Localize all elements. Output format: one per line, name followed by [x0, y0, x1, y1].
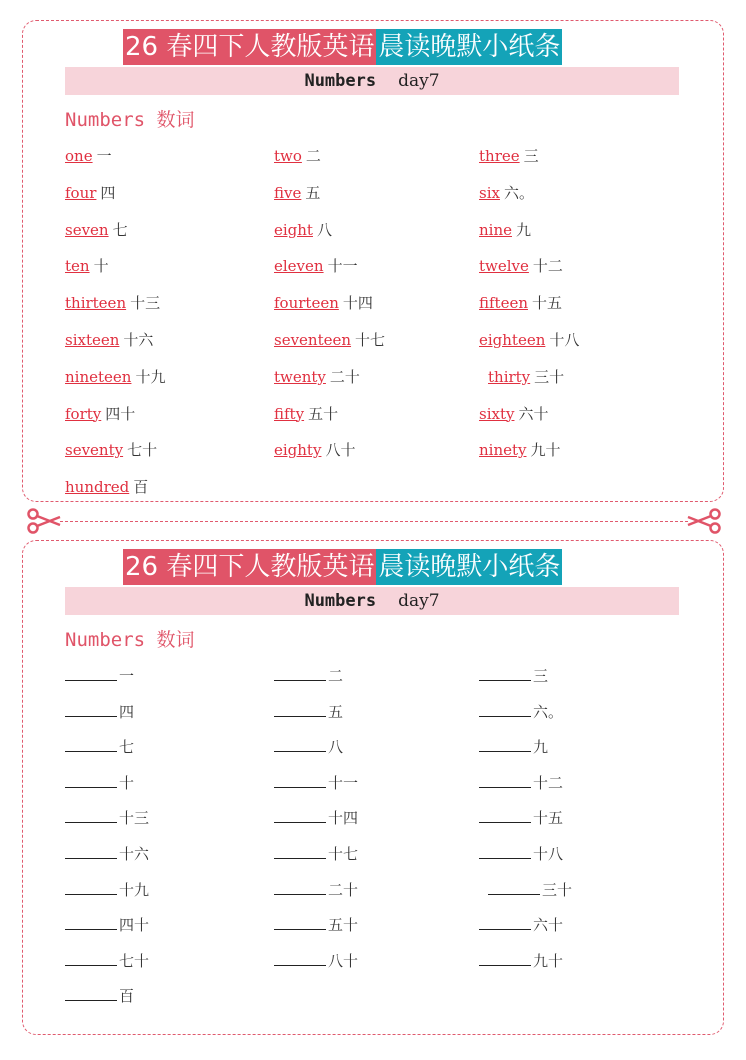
word-item — [274, 182, 320, 203]
answer-blank[interactable] — [479, 666, 531, 681]
chinese-meaning: 百 — [133, 478, 149, 497]
word-item — [479, 329, 579, 350]
chinese-meaning: 十四 — [342, 294, 373, 313]
word-item — [274, 807, 358, 828]
chinese-meaning: 十五 — [533, 809, 564, 828]
quiz-card — [22, 540, 724, 1035]
word-item — [65, 219, 128, 240]
answer-blank[interactable] — [479, 808, 531, 823]
answer-blank[interactable] — [274, 737, 326, 752]
topic-band — [65, 587, 679, 615]
chinese-meaning: 十三 — [130, 294, 161, 313]
word-item — [479, 182, 534, 203]
english-word: twenty — [274, 367, 326, 386]
chinese-meaning: 三 — [533, 667, 549, 685]
word-item — [274, 329, 385, 350]
english-word: sixteen — [65, 331, 120, 349]
word-item — [274, 772, 358, 793]
scissors-icon — [26, 508, 62, 534]
chinese-meaning: 一 — [96, 147, 112, 165]
word-item — [479, 255, 563, 276]
answer-blank[interactable] — [479, 951, 531, 966]
chinese-meaning: 十一 — [328, 773, 359, 792]
chinese-meaning: 八十 — [325, 441, 356, 460]
word-item — [274, 843, 358, 864]
chinese-meaning: 十二 — [532, 257, 563, 276]
english-word: ninety — [479, 441, 527, 460]
scissors-icon — [686, 508, 722, 534]
english-word: seventeen — [274, 331, 352, 349]
word-item — [65, 985, 134, 1006]
word-item — [65, 914, 149, 935]
word-item — [274, 292, 373, 313]
chinese-meaning: 十五 — [532, 294, 563, 313]
answer-blank[interactable] — [65, 951, 117, 966]
word-item — [274, 439, 355, 460]
english-word: eighteen — [479, 331, 546, 349]
chinese-meaning: 二十 — [328, 880, 359, 899]
section-heading: Numbers 数词 — [65, 629, 195, 651]
english-word: twelve — [479, 257, 529, 276]
english-word: one — [65, 147, 93, 165]
chinese-meaning: 十一 — [327, 257, 358, 276]
word-item — [274, 145, 321, 166]
title-part1: 26 春四下人教版英语 — [123, 29, 376, 65]
answer-blank[interactable] — [274, 880, 326, 895]
english-word: eleven — [274, 257, 324, 276]
chinese-meaning: 七 — [112, 220, 128, 239]
topic-name: Numbers — [304, 71, 377, 91]
chinese-meaning: 十六 — [119, 845, 150, 863]
chinese-meaning: 六十 — [518, 404, 549, 423]
english-word: eight — [274, 220, 313, 239]
chinese-meaning: 十七 — [355, 331, 386, 349]
chinese-meaning: 十九 — [135, 367, 166, 386]
answer-blank[interactable] — [274, 915, 326, 930]
answer-blank[interactable] — [488, 880, 540, 895]
word-item — [479, 772, 563, 793]
chinese-meaning: 八 — [316, 220, 332, 239]
answer-blank[interactable] — [65, 702, 117, 717]
chinese-meaning: 百 — [119, 987, 135, 1006]
word-item — [479, 736, 548, 757]
word-item — [479, 807, 563, 828]
word-item — [65, 366, 165, 387]
word-item — [274, 950, 358, 971]
chinese-meaning: 九十 — [533, 951, 564, 970]
chinese-meaning: 七十 — [119, 951, 150, 970]
answer-blank[interactable] — [65, 915, 117, 930]
english-word: six — [479, 183, 500, 202]
english-word: eighty — [274, 441, 322, 460]
word-item — [479, 914, 563, 935]
card-title — [123, 549, 562, 585]
chinese-meaning: 九 — [533, 738, 549, 757]
chinese-meaning: 十七 — [328, 845, 359, 863]
english-word: sixty — [479, 404, 515, 423]
chinese-meaning: 十六 — [123, 331, 154, 349]
english-word: fifteen — [479, 294, 528, 313]
answer-blank[interactable] — [479, 702, 531, 717]
answer-blank[interactable] — [65, 808, 117, 823]
answer-blank[interactable] — [65, 773, 117, 788]
answer-blank[interactable] — [274, 844, 326, 859]
chinese-meaning: 六。 — [503, 183, 534, 202]
chinese-meaning: 八 — [328, 738, 344, 757]
word-item — [65, 403, 135, 424]
word-item — [479, 843, 563, 864]
chinese-meaning: 十九 — [119, 880, 150, 899]
word-item — [65, 255, 109, 276]
english-word: four — [65, 183, 97, 202]
english-word: nineteen — [65, 367, 132, 386]
chinese-meaning: 十三 — [119, 809, 150, 828]
word-item — [479, 665, 548, 686]
chinese-meaning: 七十 — [127, 441, 158, 460]
answer-blank[interactable] — [65, 666, 117, 681]
english-word: forty — [65, 404, 102, 423]
answer-blank[interactable] — [479, 844, 531, 859]
chinese-meaning: 一 — [119, 667, 135, 685]
chinese-meaning: 四 — [100, 183, 116, 202]
word-item — [65, 950, 149, 971]
english-word: two — [274, 147, 302, 165]
word-item — [488, 879, 572, 900]
answer-blank[interactable] — [274, 666, 326, 681]
chinese-meaning: 七 — [119, 738, 135, 757]
english-word: nine — [479, 220, 512, 239]
english-word: seventy — [65, 441, 124, 460]
word-item — [479, 403, 548, 424]
topic-day: day7 — [398, 591, 440, 611]
english-word: fourteen — [274, 294, 339, 313]
chinese-meaning: 四十 — [105, 404, 136, 423]
answer-blank[interactable] — [65, 986, 117, 1001]
word-item — [65, 879, 149, 900]
chinese-meaning: 四 — [119, 702, 135, 721]
title-part2: 晨读晚默小纸条 — [376, 29, 562, 65]
chinese-meaning: 十四 — [328, 809, 359, 828]
word-item — [479, 701, 563, 722]
word-item — [65, 145, 112, 166]
english-word: three — [479, 147, 520, 165]
chinese-meaning: 十八 — [533, 845, 564, 863]
word-item — [479, 219, 531, 240]
chinese-meaning: 二 — [328, 667, 344, 685]
english-word: thirteen — [65, 294, 127, 313]
word-item — [274, 255, 358, 276]
english-word: thirty — [488, 367, 531, 386]
answer-blank[interactable] — [65, 880, 117, 895]
answer-blank[interactable] — [65, 737, 117, 752]
chinese-meaning: 五十 — [308, 404, 339, 423]
word-item — [65, 439, 157, 460]
word-item — [65, 736, 134, 757]
chinese-meaning: 二 — [305, 147, 321, 165]
word-item — [274, 219, 332, 240]
word-item — [65, 476, 148, 497]
english-word: seven — [65, 220, 109, 239]
english-word: five — [274, 183, 302, 202]
chinese-meaning: 十二 — [533, 773, 564, 792]
word-item — [479, 292, 562, 313]
word-item — [274, 736, 343, 757]
chinese-meaning: 五 — [328, 702, 344, 721]
answer-blank[interactable] — [274, 808, 326, 823]
chinese-meaning: 四十 — [119, 916, 150, 935]
topic-band — [65, 67, 679, 95]
chinese-meaning: 十 — [93, 257, 109, 276]
card-title — [123, 29, 562, 65]
chinese-meaning: 六。 — [533, 702, 564, 721]
english-word: ten — [65, 257, 90, 276]
word-item — [274, 879, 358, 900]
word-item — [274, 701, 343, 722]
chinese-meaning: 八十 — [328, 951, 359, 970]
word-item — [274, 914, 358, 935]
cut-line — [60, 521, 688, 522]
word-item — [479, 439, 561, 460]
word-item — [65, 701, 134, 722]
chinese-meaning: 三十 — [542, 880, 573, 899]
topic-day: day7 — [398, 71, 440, 91]
answer-blank[interactable] — [274, 702, 326, 717]
word-item — [274, 665, 343, 686]
english-word: hundred — [65, 478, 130, 497]
word-item — [488, 366, 564, 387]
answer-blank[interactable] — [479, 773, 531, 788]
word-item — [65, 772, 134, 793]
chinese-meaning: 六十 — [533, 916, 564, 935]
title-part2: 晨读晚默小纸条 — [376, 549, 562, 585]
chinese-meaning: 五 — [305, 183, 321, 202]
word-item — [274, 403, 338, 424]
answer-blank[interactable] — [274, 951, 326, 966]
chinese-meaning: 五十 — [328, 916, 359, 935]
word-item — [65, 182, 115, 203]
chinese-meaning: 十 — [119, 773, 135, 792]
topic-name: Numbers — [304, 591, 377, 611]
answer-blank[interactable] — [479, 737, 531, 752]
answer-blank[interactable] — [479, 915, 531, 930]
word-item — [479, 950, 563, 971]
chinese-meaning: 三十 — [534, 367, 565, 386]
answer-blank[interactable] — [65, 844, 117, 859]
word-item — [65, 843, 149, 864]
word-item — [479, 145, 539, 166]
answer-card — [22, 20, 724, 502]
word-item — [65, 292, 160, 313]
chinese-meaning: 十八 — [549, 331, 580, 349]
word-item — [65, 329, 153, 350]
chinese-meaning: 二十 — [329, 367, 360, 386]
word-item — [65, 665, 134, 686]
chinese-meaning: 九 — [516, 220, 532, 239]
word-item — [274, 366, 360, 387]
section-heading: Numbers 数词 — [65, 109, 195, 131]
english-word: fifty — [274, 404, 305, 423]
chinese-meaning: 三 — [523, 147, 539, 165]
title-part1: 26 春四下人教版英语 — [123, 549, 376, 585]
chinese-meaning: 九十 — [530, 441, 561, 460]
answer-blank[interactable] — [274, 773, 326, 788]
word-item — [65, 807, 149, 828]
